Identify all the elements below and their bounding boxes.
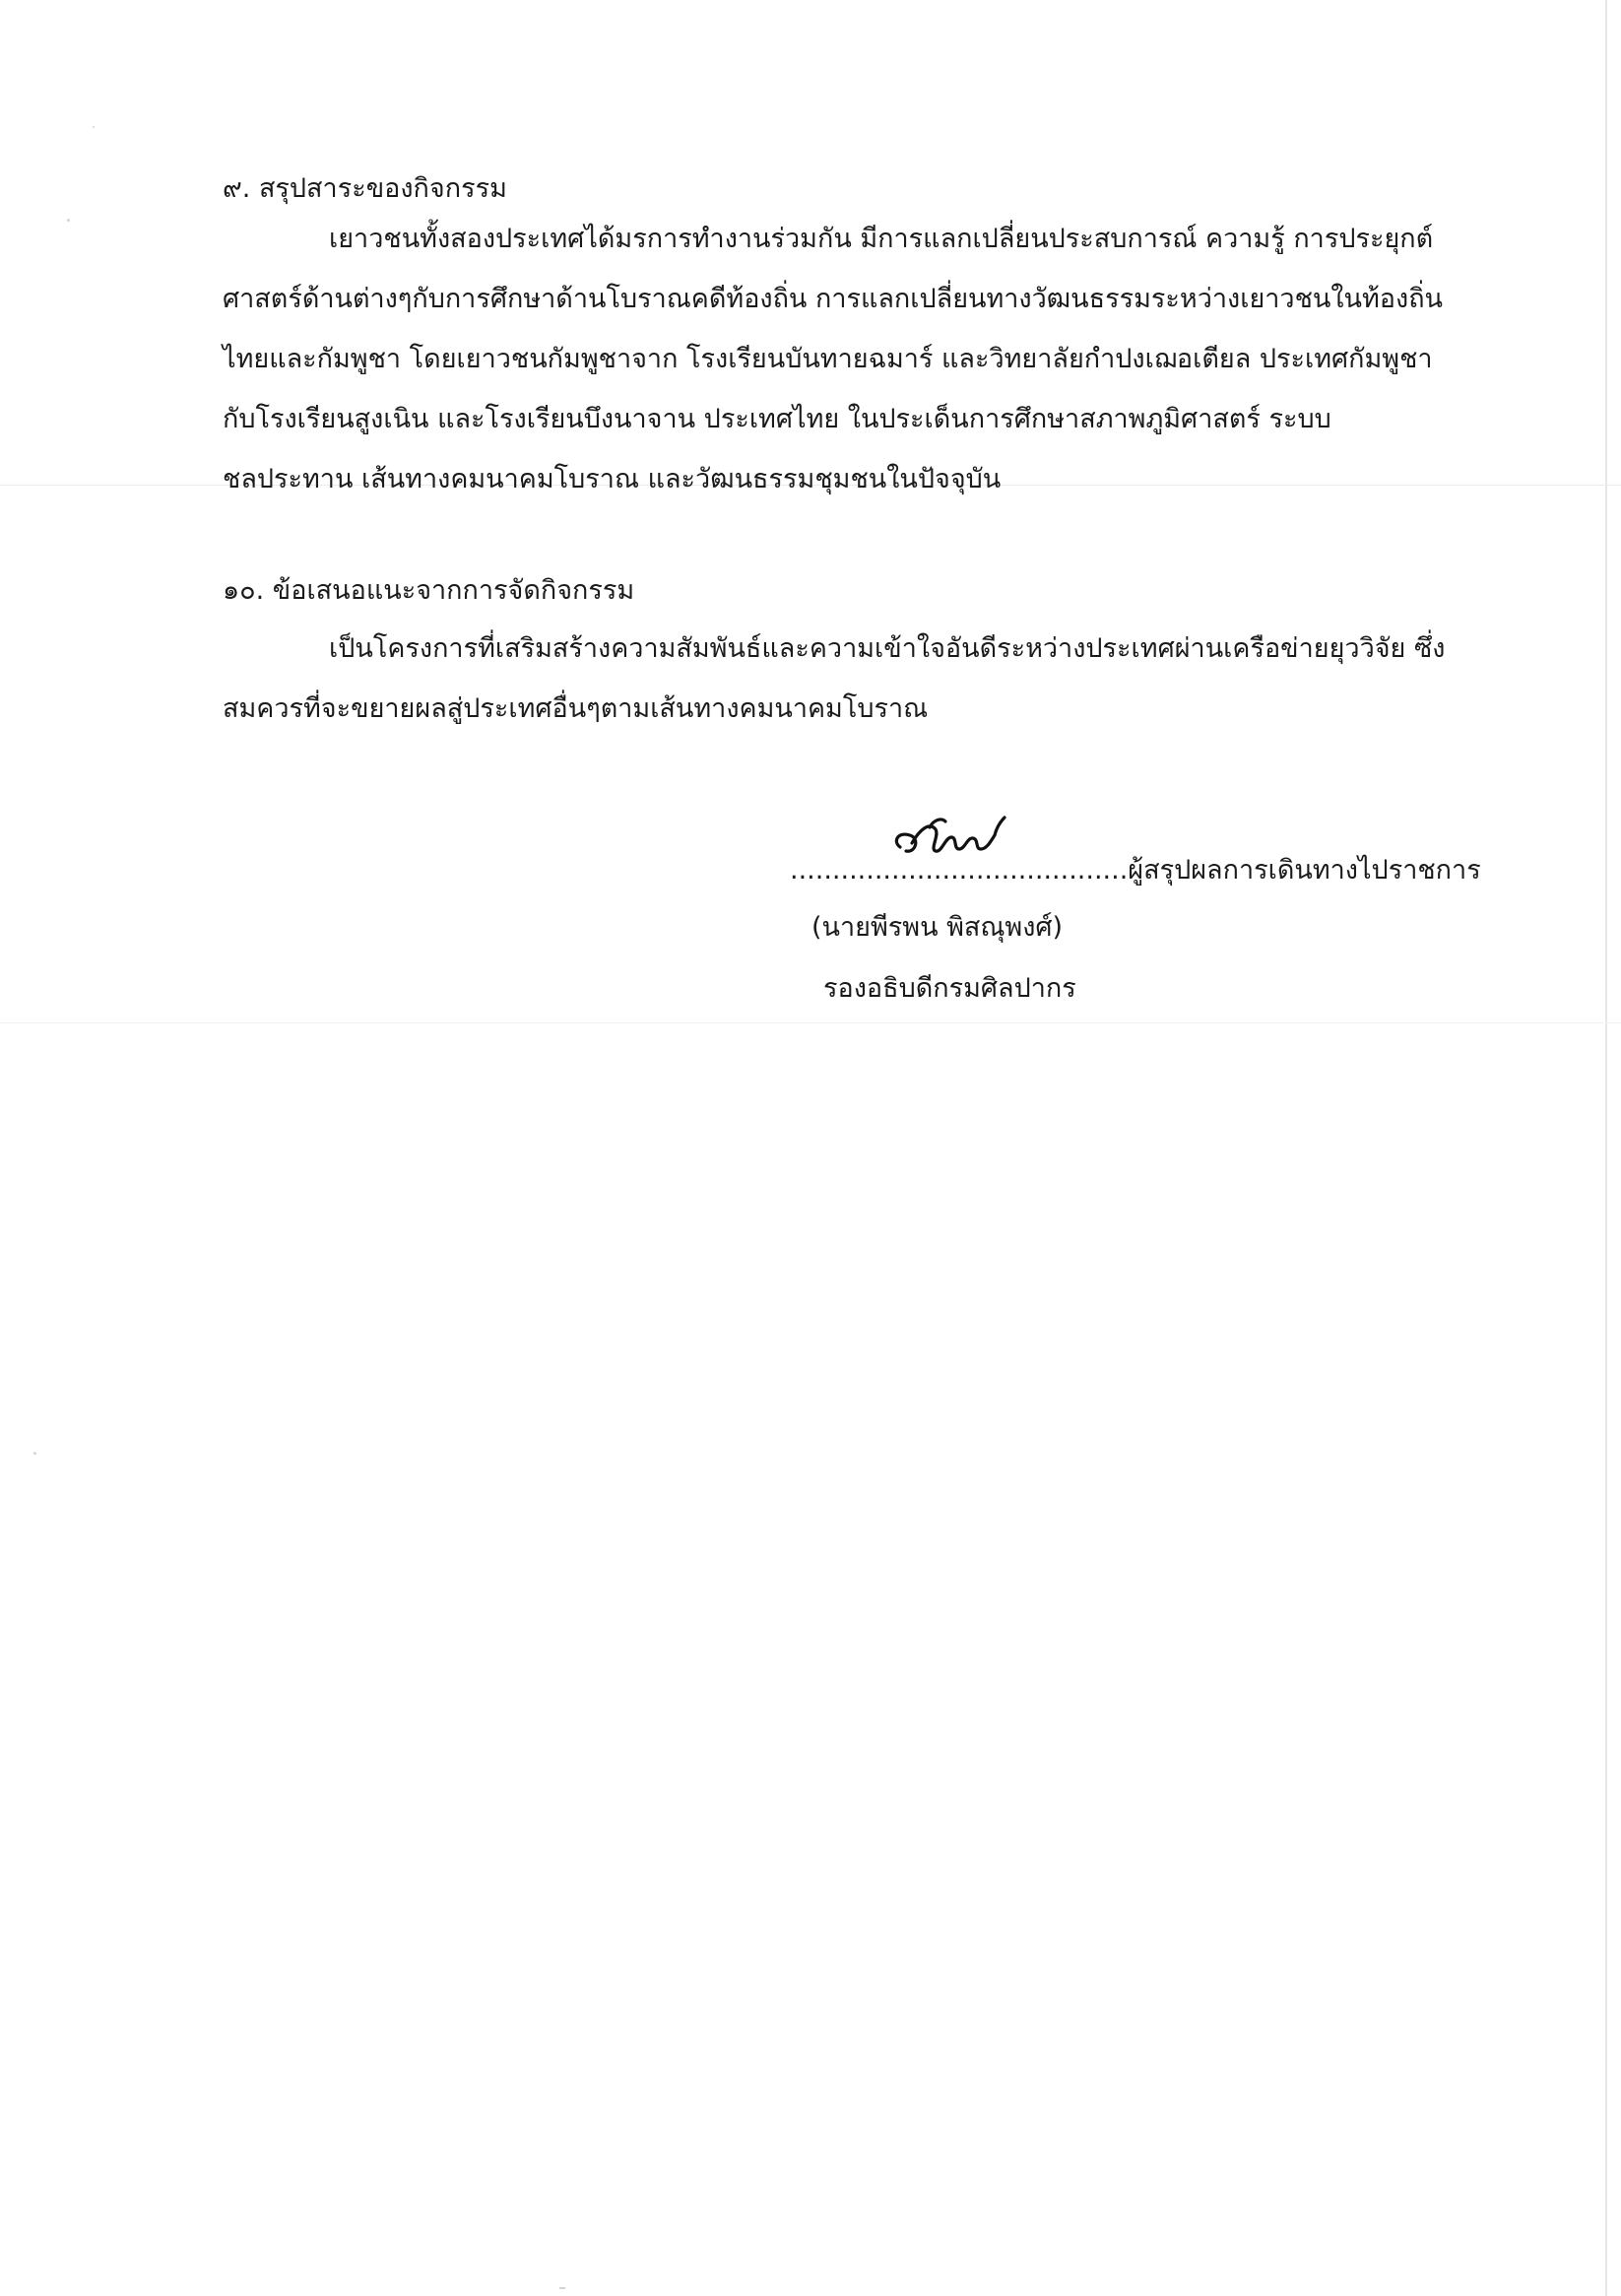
paragraph-line: เป็นโครงการที่เสริมสร้างความสัมพันธ์และความเข้าใจอันดีระหว่างประเทศผ่านเครือข่ายยุววิจัย ซึ่ง (329, 633, 1446, 664)
paragraph-line: ไทยและกัมพูชา โดยเยาวชนกัมพูชาจาก โรงเรียนบันทายฉมาร์ และวิทยาลัยกำปงเฌอเตียล ประเทศกัมพูชา (223, 344, 1433, 374)
section-9-paragraph (223, 209, 1444, 509)
paragraph-line: กับโรงเรียนสูงเนิน และโรงเรียนบึงนาจาน ประเทศไทย ในประเด็นการศึกษาสภาพภูมิศาสตร์ ระบบ (223, 404, 1331, 434)
section-10-heading: ๑๐. ข้อเสนอแนะจากการจัดกิจกรรม (223, 575, 635, 606)
signer-name: (นายพีรพน พิสณุพงศ์) (811, 912, 1064, 943)
section-10-paragraph (223, 619, 1446, 739)
paragraph-line: เยาวชนทั้งสองประเทศได้มรการทำงานร่วมกัน มีการแลกเปลี่ยนประสบการณ์ ความรู้ การประยุกต์ (329, 224, 1434, 254)
scan-speck (33, 1452, 36, 1455)
scan-edge-shadow (1605, 0, 1607, 2296)
scan-speck (93, 126, 95, 128)
section-9-heading: ๙. สรุปสาระของกิจกรรม (223, 173, 507, 204)
paragraph-line: ศาสตร์ด้านต่างๆกับการศึกษาด้านโบราณคดีท้องถิ่น การแลกเปลี่ยนทางวัฒนธรรมระหว่างเยาวชนในท้องถิ่น (223, 284, 1444, 314)
signature-block (768, 808, 1497, 1024)
scan-speck (67, 219, 70, 222)
signer-title: รองอธิบดีกรมศิลปากร (823, 973, 1076, 1004)
signature-line: ........................................ผู้สรุปผลการเดินทางไปราชการ (790, 855, 1481, 886)
scan-speck (559, 2287, 565, 2289)
paragraph-line: สมควรที่จะขยายผลสู่ประเทศอื่นๆตามเส้นทางคมนาคมโบราณ (223, 693, 929, 724)
paragraph-line: ชลประทาน เส้นทางคมนาคมโบราณ และวัฒนธรรมชุมชนในปัจจุบัน (223, 464, 1002, 494)
